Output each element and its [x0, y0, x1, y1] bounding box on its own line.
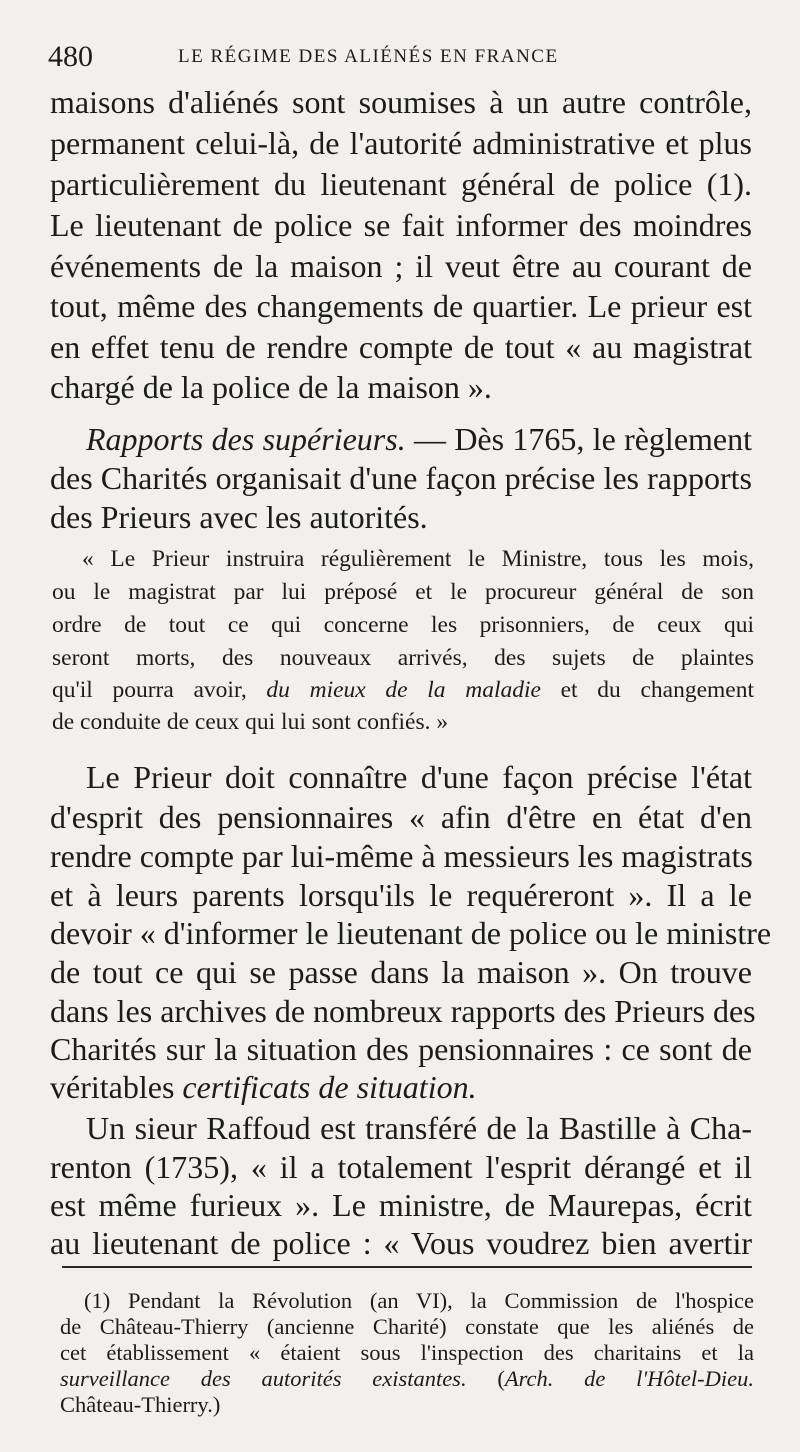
text-line: Un sieur Raffoud est transféré de la Bastille à Cha-: [86, 1110, 752, 1146]
footnote-rule: [62, 1266, 752, 1268]
footnote-line: cet établissement « étaient sous l'inspection des charitains et la: [60, 1340, 754, 1365]
quote-line: « Le Prieur instruira régulièrement le Ministre, tous les mois,: [82, 546, 754, 572]
text-line: véritables certificats de situation.: [50, 1069, 477, 1105]
quote-line: qu'il pourra avoir, du mieux de la maladie et du changement: [52, 677, 754, 703]
text-line: en effet tenu de rendre compte de tout « au magistrat: [50, 329, 752, 365]
quote-line: ordre de tout ce qui concerne les prisonniers, de ceux qui: [52, 612, 754, 638]
footnote-line: surveillance des autorités existantes. (Arch. de l'Hôtel-Dieu.: [60, 1366, 755, 1391]
text-line: et à leurs parents lorsqu'ils le requéreront ». Il a le: [50, 877, 752, 913]
text-line: Le lieutenant de police se fait informer des moindres: [50, 207, 752, 243]
text-line: des Charités organisait d'une façon précise les rapports: [50, 460, 752, 496]
text-line: particulièrement du lieutenant général de police (1).: [50, 166, 752, 202]
text-line: événements de la maison ; il veut être au courant de: [50, 248, 752, 284]
section-title: Rapports des supérieurs.: [86, 421, 406, 457]
footnote-line: Château-Thierry.): [60, 1392, 221, 1417]
text-line: d'esprit des pensionnaires « afin d'être en état d'en: [50, 799, 752, 835]
text-line: au lieutenant de police : « Vous voudrez bien avertir: [50, 1225, 752, 1261]
text-line: renton (1735), « il a totalement l'esprit dérangé et il: [50, 1149, 752, 1185]
page-number: 480: [48, 40, 93, 73]
page-header: [48, 40, 750, 76]
text-line: maisons d'aliénés sont soumises à un autre contrôle,: [50, 84, 752, 120]
text-line: rendre compte par lui-même à messieurs les magistrats: [50, 838, 753, 874]
footnote-line: de Château-Thierry (ancienne Charité) constate que les aliénés de: [60, 1314, 754, 1339]
text-line: Le Prieur doit connaître d'une façon précise l'état: [86, 759, 752, 795]
text-line: Charités sur la situation des pensionnaires : ce sont de: [50, 1031, 752, 1067]
text-line: est même furieux ». Le ministre, de Maurepas, écrit: [50, 1187, 752, 1223]
text-line: de tout ce qui se passe dans la maison ». On trouve: [50, 954, 752, 990]
text-line: devoir « d'informer le lieutenant de police ou le ministre: [50, 915, 772, 951]
quote-line: ou le magistrat par lui préposé et le procureur général de son: [52, 579, 754, 605]
text-line: tout, même des changements de quartier. Le prieur est: [50, 288, 752, 324]
text-line: permanent celui-là, de l'autorité administrative et plus: [50, 125, 752, 161]
text-line: des Prieurs avec les autorités.: [50, 499, 428, 535]
footnote-line: (1) Pendant la Révolution (an VI), la Commission de l'hospice: [84, 1288, 754, 1313]
running-title: LE RÉGIME DES ALIÉNÉS EN FRANCE: [178, 46, 559, 67]
text-line: chargé de la police de la maison ».: [50, 369, 492, 405]
text-line: dans les archives de nombreux rapports des Prieurs des: [50, 993, 756, 1029]
text-line: Rapports des supérieurs. — Dès 1765, le règlement: [86, 421, 753, 457]
quote-line: de conduite de ceux qui lui sont confiés. »: [52, 709, 449, 735]
quote-line: seront morts, des nouveaux arrivés, des sujets de plaintes: [52, 645, 754, 671]
